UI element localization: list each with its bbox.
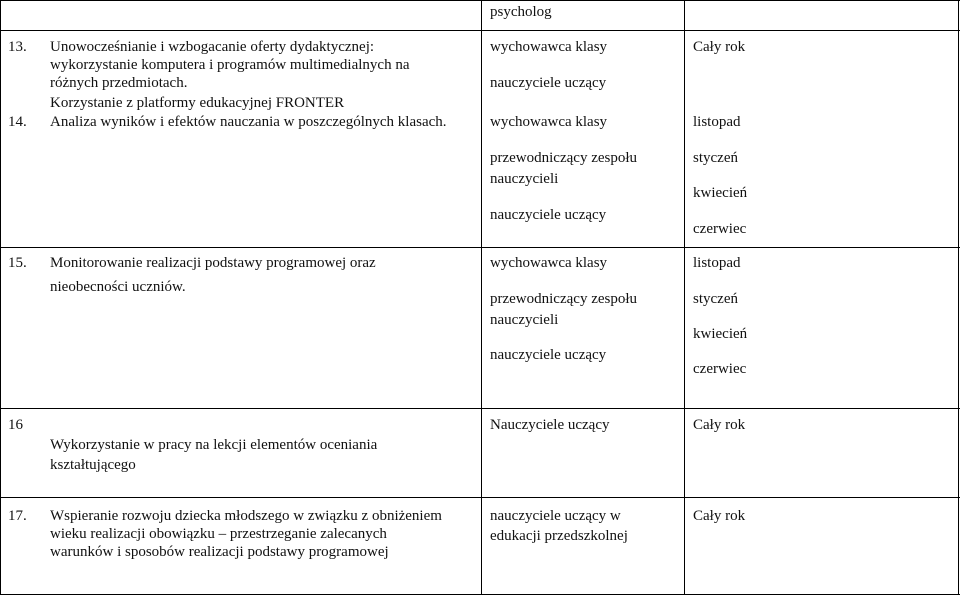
term-cell: listopad [693,255,741,271]
table-rule [481,0,482,595]
term-cell: Cały rok [693,39,746,55]
responsible-cell: wychowawca klasy [490,255,608,271]
table-rule [958,0,959,595]
table-rule [0,0,960,1]
task-text: Analiza wyników i efektów nauczania w poszczególnych klasach. [50,114,447,130]
responsible-cell: nauczyciele uczący [490,347,607,363]
task-text: wieku realizacji obowiązku – przestrzeganie zalecanych [50,526,387,542]
responsible-cell: nauczyciele uczący [490,207,607,223]
table-rule [0,497,960,498]
table-rule [0,594,960,595]
term-cell: Cały rok [693,417,746,433]
table-rule [684,0,685,595]
responsible-cell: wychowawca klasy [490,114,608,130]
responsible-cell: przewodniczący zespołu [490,291,638,307]
responsible-cell: nauczycieli [490,312,559,328]
task-text: nieobecności uczniów. [50,279,186,295]
row-number: 13. [8,39,27,55]
task-text: Wspieranie rozwoju dziecka młodszego w związku z obniżeniem [50,508,442,524]
term-cell: styczeń [693,291,738,307]
row-number: 14. [8,114,27,130]
term-cell: czerwiec [693,221,747,237]
row-number: 16 [8,417,23,433]
table-rule [0,408,960,409]
task-text: różnych przedmiotach. [50,75,188,91]
term-cell: styczeń [693,150,738,166]
task-text: Korzystanie z platformy edukacyjnej FRONTER [50,95,345,111]
term-cell: kwiecień [693,326,748,342]
task-text: Wykorzystanie w pracy na lekcji elementów oceniania [50,437,378,453]
task-text: Unowocześnianie i wzbogacanie oferty dydaktycznej: [50,39,375,55]
table-rule [0,247,960,248]
term-cell: Cały rok [693,508,746,524]
responsible-cell: wychowawca klasy [490,39,608,55]
responsible-cell: nauczycieli [490,171,559,187]
responsible-cell: psycholog [490,4,552,20]
responsible-cell: Nauczyciele uczący [490,417,610,433]
task-text: Monitorowanie realizacji podstawy programowej oraz [50,255,376,271]
task-text: kształtującego [50,457,136,473]
responsible-cell: nauczyciele uczący [490,75,607,91]
row-number: 15. [8,255,27,271]
term-cell: kwiecień [693,185,748,201]
table-rule [0,30,960,31]
responsible-cell: nauczyciele uczący w [490,508,621,524]
table-rule [0,0,1,595]
task-text: wykorzystanie komputera i programów multimedialnych na [50,57,410,73]
term-cell: listopad [693,114,741,130]
responsible-cell: przewodniczący zespołu [490,150,638,166]
row-number: 17. [8,508,27,524]
term-cell: czerwiec [693,361,747,377]
task-text: warunków i sposobów realizacji podstawy programowej [50,544,389,560]
responsible-cell: edukacji przedszkolnej [490,528,628,544]
